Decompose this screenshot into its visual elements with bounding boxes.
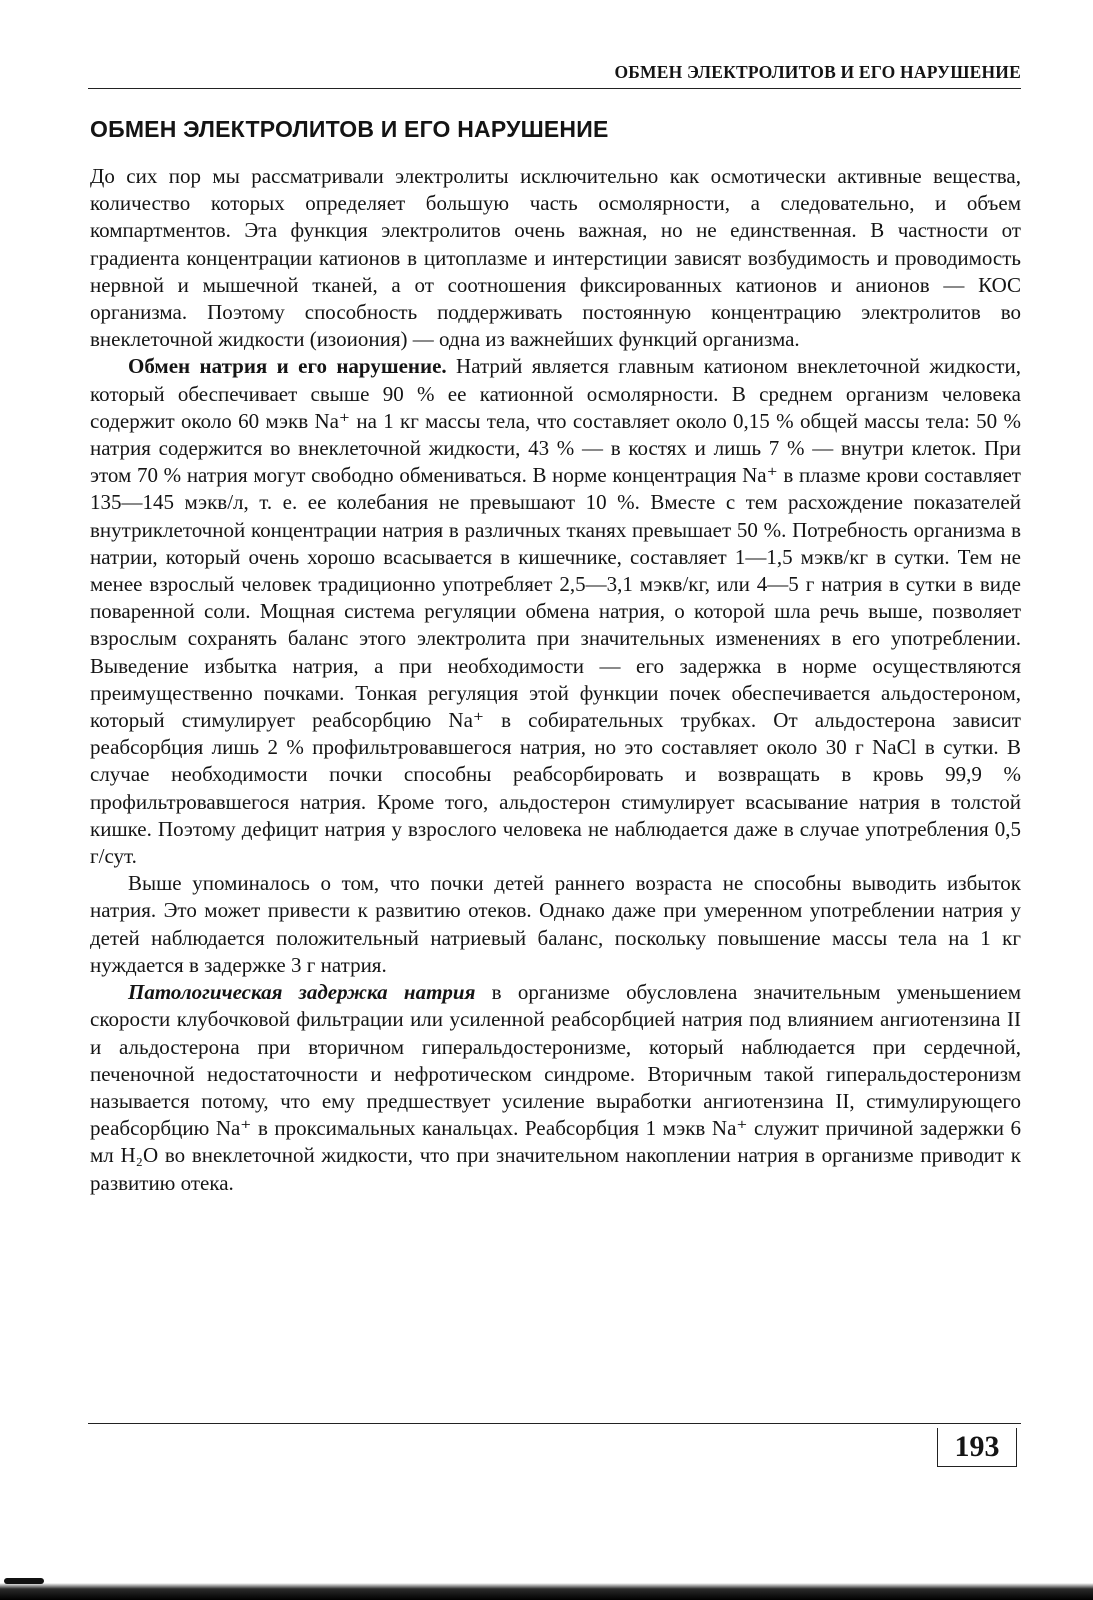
page-number: 193 [937, 1428, 1017, 1467]
pathological-retention-text: в организме обусловлена значительным уменьшением скорости клубочковой фильтрации или усиленной реабсорбцией натрия под влиянием ангиотензина II и альдостерона при вторичном гиперальдостеронизме, который наблюдается при сердечной, печеночной недостаточности и нефротическом синдроме. Вторичным такой гиперальдостеронизм называется потому, что ему предшествует усиление выработки ангиотензина II, стимулирующего реабсорбцию Na⁺ в проксимальных канальцах. Реабсорбция 1 мэкв Na⁺ служит причиной задержки 6 мл H₂O во внеклеточной жидкости, что при значительном накоплении натрия в организме приводит к развитию отека. [90, 980, 1021, 1195]
pathological-retention-heading: Патологическая задержка натрия [128, 980, 476, 1005]
header-rule [88, 88, 1021, 89]
footer-rule [88, 1423, 1021, 1424]
scan-edge-mark [4, 1578, 44, 1584]
paragraph-children: Выше упоминалось о том, что почки детей раннего возраста не способны выводить избыток натрия. Это может привести к развитию отеков. Однако даже при умеренном употреблении натрия у детей наблюдается положительный натриевый баланс, поскольку повышение массы тела на 1 кг нуждается в задержке 3 г натрия. [90, 871, 1021, 977]
body-text [90, 163, 1021, 1197]
sodium-exchange-text: Натрий является главным катионом внеклеточной жидкости, который обеспечивает свыше 90 % ее катионной осмолярности. В среднем организм человека содержит около 60 мэкв Na⁺ на 1 кг массы тела, что составляет около 0,15 % общей массы тела: 50 % натрия содержится во внеклеточной жидкости, 43 % — в костях и лишь 7 % — внутри клеток. При этом 70 % натрия могут свободно обмениваться. В норме концентрация Na⁺ в плазме крови составляет 135—145 мэкв/л, т. е. ее колебания не превышают 10 %. Вместе с тем расхождение показателей внутриклеточной концентрации натрия в различных тканях превышает 50 %. Потребность организма в натрии, который очень хорошо всасывается в кишечнике, составляет 1—1,5 мэкв/кг в сутки. Тем не менее взрослый человек традиционно употребляет 2,5—3,1 мэкв/кг, или 4—5 г натрия в сутки в виде поваренной соли. Мощная система регуляции обмена натрия, о которой шла речь выше, позволяет взрослым сохранять баланс этого электролита при значительных изменениях в его употреблении. Выведение избытка натрия, а при необходимости — его задержка в норме осуществляются преимущественно почками. Тонкая регуляция этой функции почек обеспечивается альдостероном, который стимулирует реабсорбцию Na⁺ в собирательных трубках. От альдостерона зависит реабсорбция лишь 2 % профильтровавшегося натрия, но это составляет около 30 г NaCl в сутки. В случае необходимости почки способны реабсорбировать и возвращать в кровь 99,9 % профильтровавшегося натрия. Кроме того, альдостерон стимулирует всасывание натрия в толстой кишке. Поэтому дефицит натрия у взрослого человека не наблюдается даже в случае употребления 0,5 г/сут. [90, 354, 1021, 869]
sodium-exchange-heading: Обмен натрия и его нарушение. [128, 354, 447, 379]
paragraph-intro: До сих пор мы рассматривали электролиты исключительно как осмотически активные вещества, количество которых определяет большую часть осмолярности, а следовательно, и объем компартментов. Эта функция электролитов очень важная, но не единственная. В частности от градиента концентрации катионов в цитоплазме и интерстиции зависят возбудимость и проводимость нервной и мышечной тканей, а от соотношения фиксированных катионов и анионов — КОС организма. Поэтому способность поддерживать постоянную концентрацию электролитов во внеклеточной жидкости (изоиония) — одна из важнейших функций организма. [90, 164, 1021, 352]
paragraph-sodium-exchange [90, 353, 1021, 870]
running-header: ОБМЕН ЭЛЕКТРОЛИТОВ И ЕГО НАРУШЕНИЕ [614, 62, 1021, 82]
scan-edge-shadow [0, 1583, 1093, 1600]
paragraph-pathological-retention [90, 979, 1021, 1197]
section-title: ОБМЕН ЭЛЕКТРОЛИТОВ И ЕГО НАРУШЕНИЕ [90, 116, 609, 142]
